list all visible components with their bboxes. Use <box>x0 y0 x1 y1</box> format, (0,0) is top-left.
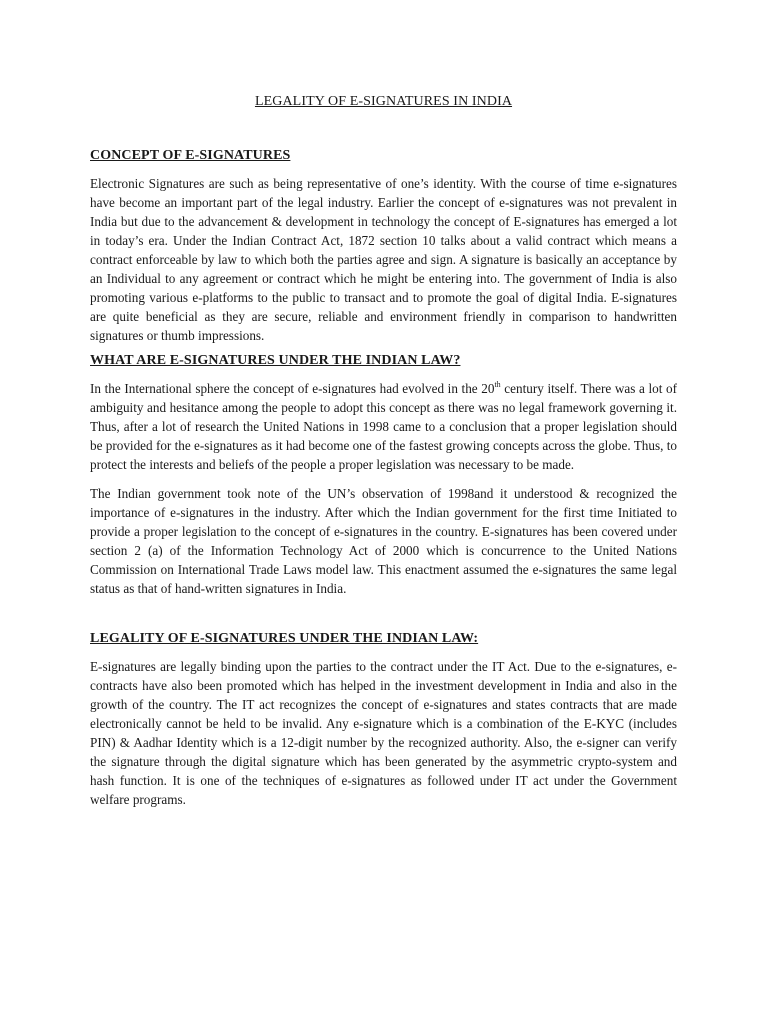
section-heading-concept: CONCEPT OF E-SIGNATURES <box>90 148 291 163</box>
section-heading-legality: LEGALITY OF E-SIGNATURES UNDER THE INDIAN LAW: <box>90 631 479 646</box>
paragraph-legality: E-signatures are legally binding upon the parties to the contract under the IT Act. Due to the e-signatures, e-contracts have also been promoted which has helped in the investment development in India and also in the growth of the country. The IT act recognizes the concept of e-signatures and states contracts that are made electronically cannot be held to be invalid. Any e-signature which is a combination of the E-KYC (includes PIN) & Aadhar Identity which is a 12-digit number by the recognized authority. Also, the e-signer can verify the signature through the digital signature which has been generated by the asymmetric crypto-system and hash function. It is one of the techniques of e-signatures as followed under IT act under the Government welfare programs. <box>90 659 677 807</box>
paragraph-international-sphere <box>90 379 677 474</box>
ordinal-superscript: th <box>494 380 501 389</box>
document-title: LEGALITY OF E-SIGNATURES IN INDIA <box>254 94 513 109</box>
paragraph-international-text-end: century itself. There was a lot of ambiguity and hesitance among the people to adopt this concept as there was no legal framework governing it. Thus, after a lot of research the United Nations in 1998 came to a conclusion that a proper legislation should be provided for the e-signatures as it had become one of the fastest growing concepts across the globe. Thus, to protect the interests and beliefs of the people a proper legislation was necessary to be made. <box>90 381 677 472</box>
paragraph-indian-government: The Indian government took note of the UN’s observation of 1998and it understood & recognized the importance of e-signatures in the industry. After which the Indian government for the first time Initiated to provide a proper legislation to the concept of e-signatures in the country. E-signatures has been covered under section 2 (a) of the Information Technology Act of 2000 which is concurrence to the United Nations Commission on International Trade Laws model law. This enactment assumed the e-signatures the same legal status as that of hand-written signatures in India. <box>90 486 677 596</box>
paragraph-concept: Electronic Signatures are such as being representative of one’s identity. With the course of time e-signatures have become an important part of the legal industry. Earlier the concept of e-signatures was not prevalent in India but due to the advancement & development in technology the concept of E-signatures has emerged a lot in today’s era. Under the Indian Contract Act, 1872 section 10 talks about a valid contract which means a contract enforceable by law to which both the parties agree and sign. A signature is basically an acceptance by an Individual to any agreement or contract which he might be entering into. The government of India is also promoting various e-platforms to the public to transact and to promote the goal of digital India. E-signatures are quite beneficial as they are secure, reliable and environment friendly in comparison to handwritten signatures or thumb impressions. <box>90 176 677 343</box>
section-heading-what-are: WHAT ARE E-SIGNATURES UNDER THE INDIAN LAW? <box>90 353 461 368</box>
document-page <box>90 94 677 819</box>
paragraph-international-text-start: In the International sphere the concept of e-signatures had evolved in the 20 <box>90 381 495 396</box>
